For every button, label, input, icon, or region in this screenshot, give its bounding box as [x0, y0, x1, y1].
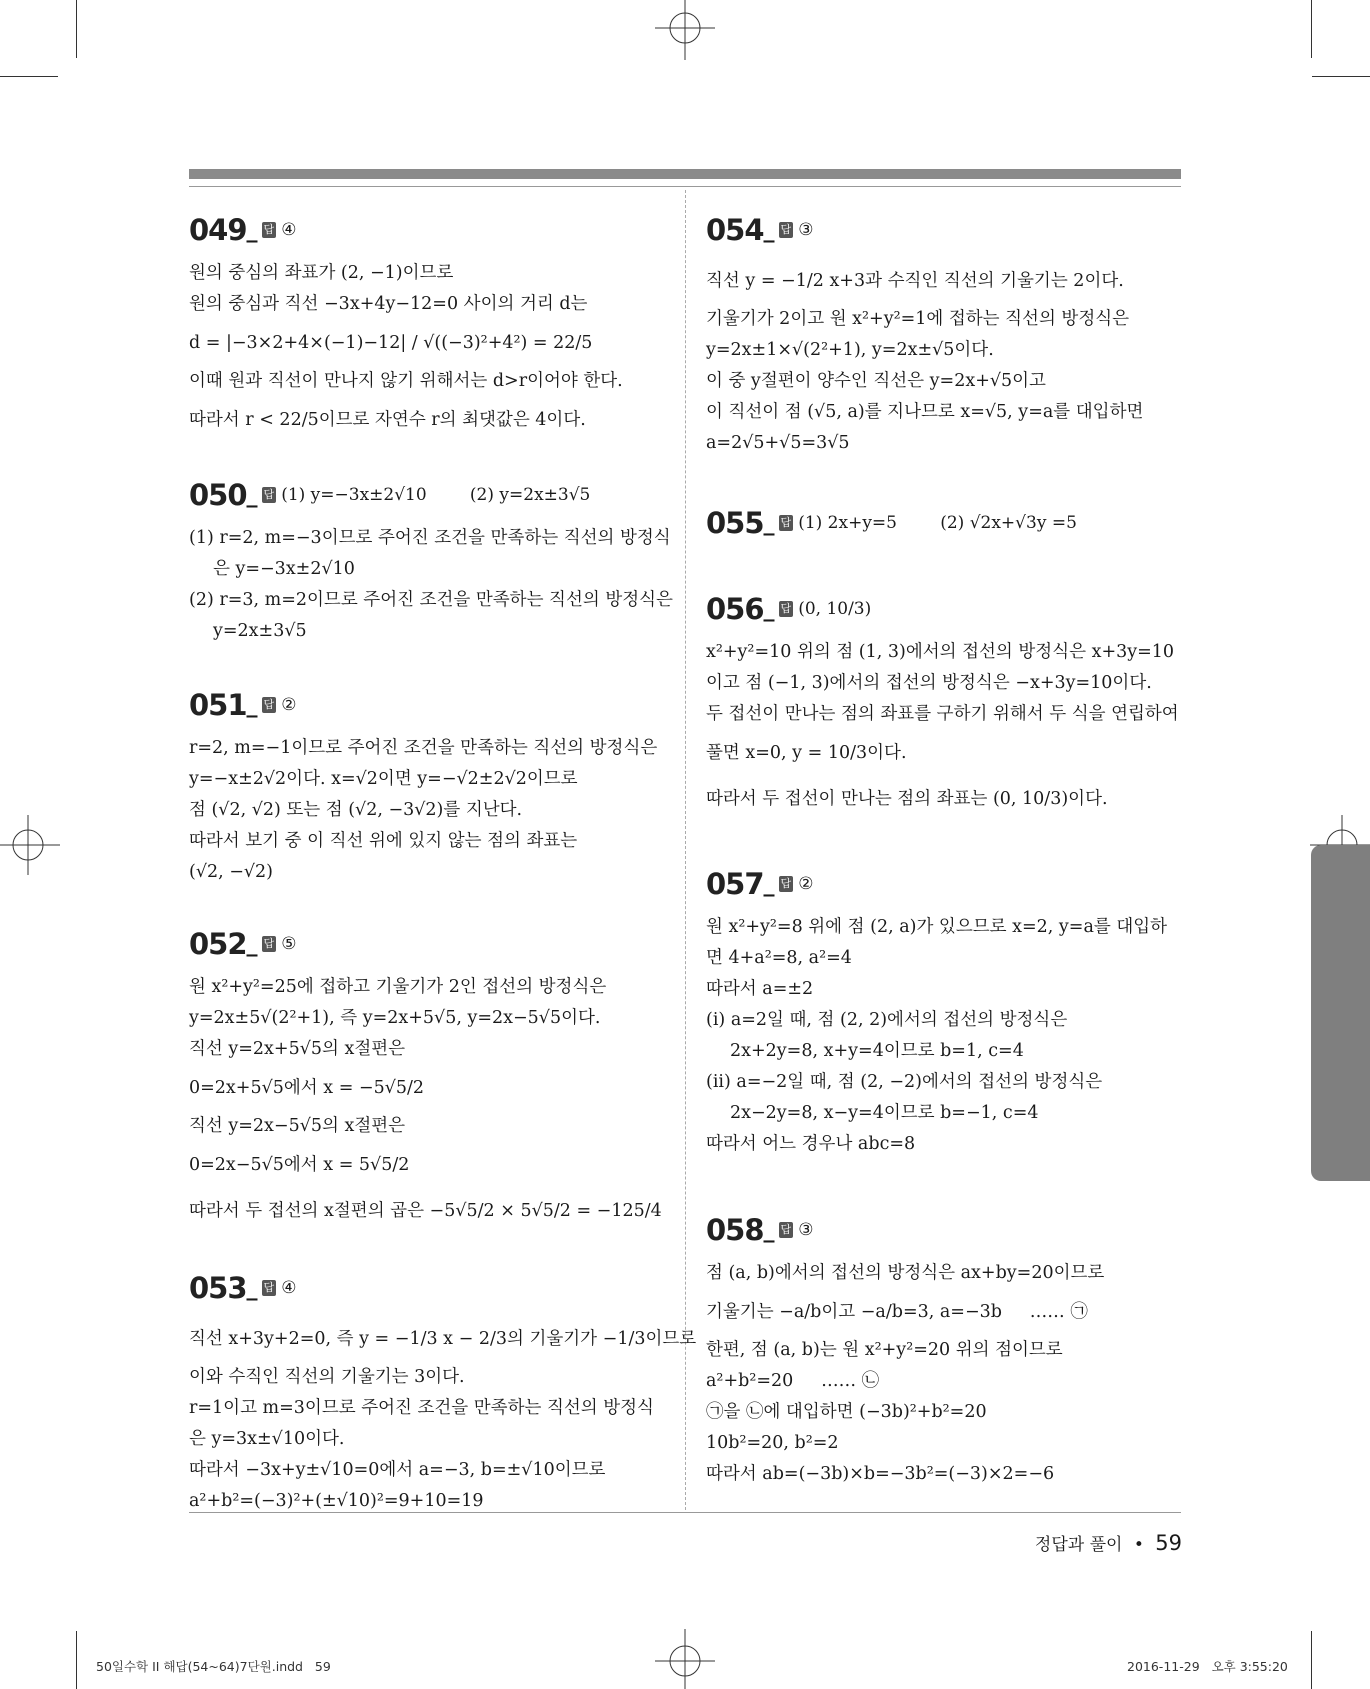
header-bar — [189, 169, 1181, 179]
solution-line: 직선 y=2x+5√5의 x절편은 — [189, 1039, 406, 1059]
answer-badge: 답 — [263, 223, 275, 236]
crop-mark — [0, 76, 58, 77]
solution-line: (ii) a=−2일 때, 점 (2, −2)에서의 접선의 방정식은 — [706, 1072, 1103, 1092]
answer-badge: 답 — [263, 698, 275, 711]
problem-number: 051 — [189, 687, 247, 722]
solution-line: 따라서 ab=(−3b)×b=−3b²=(−3)×2=−6 — [706, 1464, 1055, 1484]
footer-label: 정답과 풀이 — [1034, 1535, 1123, 1555]
solution-line: r=1이고 m=3이므로 주어진 조건을 만족하는 직선의 방정식 — [189, 1398, 654, 1418]
solution-line: y=2x±3√5 — [213, 621, 307, 641]
answer-badge: 답 — [263, 488, 275, 501]
answer: ⑤ — [281, 933, 297, 954]
solution-line: 직선 y=2x−5√5의 x절편은 — [189, 1116, 406, 1136]
solution-line: 풀면 x=0, y = 10/3이다. — [706, 743, 907, 763]
answer-badge: 답 — [780, 602, 792, 615]
solution-line: 면 4+a²=8, a²=4 — [706, 948, 852, 968]
solution-line: 두 접선이 만나는 점의 좌표를 구하기 위해서 두 식을 연립하여 — [706, 704, 1179, 724]
solution-line: 한편, 점 (a, b)는 원 x²+y²=20 위의 점이므로 — [706, 1340, 1063, 1360]
solution-line: y=−x±2√2이다. x=√2이면 y=−√2±2√2이므로 — [189, 769, 578, 789]
solution-line: (√2, −√2) — [189, 862, 274, 882]
crop-mark — [76, 1631, 77, 1689]
problem-number: 056 — [706, 591, 764, 626]
solution-line: 0=2x−5√5에서 x = 5√5/2 — [189, 1155, 410, 1175]
solution-line: 이와 수직인 직선의 기울기는 3이다. — [189, 1367, 465, 1387]
problem-052: 052 _ 답 ⑤ 원 x²+y²=25에 접하고 기울기가 2인 접선의 방정식은 y=2x±5√(2²+1), 즉 y=2x+5√5, y=2x−5√5이다. 직선 y=2x+5√5의 x절편은 0=2x+5√5에서 x = −5√5/2 직선 y=2x−5√5의 x절편은 0=2x−5√5에서 x = 5√5/2 따라서 두 접선의 x절편의 곱은 −5√5/2 × 5√5/2 = −125/4 — [189, 922, 669, 1234]
solution-line: 따라서 어느 경우나 abc=8 — [706, 1134, 916, 1154]
solution-line: 이 직선이 점 (√5, a)를 지나므로 x=√5, y=a를 대입하면 — [706, 402, 1144, 422]
answer: ③ — [798, 1219, 814, 1240]
solution-line: 10b²=20, b²=2 — [706, 1433, 839, 1453]
left-column — [189, 208, 697, 1517]
answer-badge: 답 — [780, 516, 792, 529]
solution-line: 따라서 −3x+y±√10=0에서 a=−3, b=±√10이므로 — [189, 1460, 606, 1480]
solution-line: (i) a=2일 때, 점 (2, 2)에서의 접선의 방정식은 — [706, 1010, 1068, 1030]
solution-line: 따라서 r < 22/5이므로 자연수 r의 최댓값은 4이다. — [189, 410, 586, 430]
answer: (1) y=−3x±2√10 (2) y=2x±3√5 — [281, 484, 591, 505]
registration-mark-top — [655, 0, 715, 60]
solution-line: 이고 점 (−1, 3)에서의 접선의 방정식은 −x+3y=10이다. — [706, 673, 1152, 693]
solution-line: 기울기는 −a/b이고 −a/b=3, a=−3b …… ㉠ — [706, 1302, 1088, 1322]
solution-line: d = |−3×2+4×(−1)−12| / √((−3)²+4²) = 22/5 — [189, 333, 593, 353]
crop-mark — [1311, 1631, 1312, 1689]
answer: ④ — [281, 219, 297, 240]
problem-055: 055 _ 답 (1) 2x+y=5 (2) √2x+√3y =5 — [706, 505, 1077, 540]
problem-050: 050 _ 답 (1) y=−3x±2√10 (2) y=2x±3√5 (1) r=2, m=−3이므로 주어진 조건을 만족하는 직선의 방정식 은 y=−3x±2√10 (2) r=3, m=2이므로 주어진 조건을 만족하는 직선의 방정식은 y=2x±3√5 — [189, 473, 669, 647]
solution-line: 기울기가 2이고 원 x²+y²=1에 접하는 직선의 방정식은 — [706, 309, 1130, 329]
slug-datetime: 2016-11-29 오후 3:55:20 — [1127, 1659, 1288, 1674]
problem-number: 057 — [706, 866, 764, 901]
solution-line: (1) r=2, m=−3이므로 주어진 조건을 만족하는 직선의 방정식 — [189, 528, 671, 548]
solution-line: 2x−2y=8, x−y=4이므로 b=−1, c=4 — [730, 1103, 1039, 1123]
registration-mark-bottom — [655, 1629, 715, 1689]
problem-number: 052 — [189, 926, 247, 961]
answer-badge: 답 — [780, 877, 792, 890]
solution-line: 원 x²+y²=25에 접하고 기울기가 2인 접선의 방정식은 — [189, 977, 607, 997]
solution-line: 0=2x+5√5에서 x = −5√5/2 — [189, 1078, 425, 1098]
page-footer — [1035, 1530, 1182, 1555]
solution-line: 직선 y = −1/2 x+3과 수직인 직선의 기울기는 2이다. — [706, 271, 1124, 291]
solution-line: a²+b²=(−3)²+(±√10)²=9+10=19 — [189, 1491, 484, 1511]
problem-number: 055 — [706, 505, 764, 540]
solution-line: 따라서 a=±2 — [706, 979, 814, 999]
solution-line: 직선 x+3y+2=0, 즉 y = −1/3 x − 2/3의 기울기가 −1/3이므로 — [189, 1329, 697, 1349]
answer-badge: 답 — [263, 1281, 275, 1294]
answer: ④ — [281, 1277, 297, 1298]
crop-mark — [1311, 0, 1312, 58]
solution-line: y=2x±5√(2²+1), 즉 y=2x+5√5, y=2x−5√5이다. — [189, 1008, 601, 1028]
column-divider — [685, 190, 686, 1510]
solution-line: 2x+2y=8, x+y=4이므로 b=1, c=4 — [730, 1041, 1024, 1061]
answer: (1) 2x+y=5 (2) √2x+√3y =5 — [798, 512, 1077, 533]
solution-line: a=2√5+√5=3√5 — [706, 433, 850, 453]
theme-tab — [1311, 845, 1370, 1181]
theme-tab-label: THEME 07 도형의 방정식 — [1230, 878, 1254, 1150]
solution-line: y=2x±1×√(2²+1), y=2x±√5이다. — [706, 340, 994, 360]
page-number: 59 — [1155, 1531, 1182, 1555]
problem-049: 049 _ 답 ④ 원의 중심의 좌표가 (2, −1)이므로 원의 중심과 직선 −3x+4y−12=0 사이의 거리 d는 d = |−3×2+4×(−1)−12| / √((−3)²+4²) = 22/5 이때 원과 직선이 만나지 않기 위해서는 d>r이어야 한다. 따라서 r < 22/5이므로 자연수 r의 최댓값은 4이다. — [189, 208, 669, 443]
answer: ② — [798, 873, 814, 894]
header-rule — [189, 186, 1181, 187]
problem-number: 053 — [189, 1270, 247, 1305]
answer: ③ — [798, 219, 814, 240]
solution-line: 따라서 보기 중 이 직선 위에 있지 않는 점의 좌표는 — [189, 831, 578, 851]
solution-line: 은 y=−3x±2√10 — [213, 559, 355, 579]
solution-line: 이때 원과 직선이 만나지 않기 위해서는 d>r이어야 한다. — [189, 371, 623, 391]
answer-badge: 답 — [780, 223, 792, 236]
footer-bullet: • — [1133, 1535, 1144, 1555]
problem-053: 053 _ 답 ④ 직선 x+3y+2=0, 즉 y = −1/3 x − 2/3의 기울기가 −1/3이므로 이와 수직인 직선의 기울기는 3이다. r=1이고 m=3이므로 주어진 조건을 만족하는 직선의 방정식 은 y=3x±√10이다. 따라서 −3x+y±√10=0에서 a=−3, b=±√10이므로 a²+b²=(−3)²+(±√10)²=9+10=19 — [189, 1266, 669, 1517]
answer: (0, 10/3) — [798, 598, 872, 619]
solution-line: x²+y²=10 위의 점 (1, 3)에서의 접선의 방정식은 x+3y=10 — [706, 642, 1175, 662]
problem-number: 058 — [706, 1212, 764, 1247]
solution-line: 따라서 두 접선이 만나는 점의 좌표는 (0, 10/3)이다. — [706, 789, 1108, 809]
answer-badge: 답 — [263, 937, 275, 950]
solution-line: 은 y=3x±√10이다. — [189, 1429, 345, 1449]
solution-line: 이 중 y절편이 양수인 직선은 y=2x+√5이고 — [706, 371, 1046, 391]
solution-line: 원의 중심과 직선 −3x+4y−12=0 사이의 거리 d는 — [189, 294, 588, 314]
answer-badge: 답 — [780, 1223, 792, 1236]
problem-number: 050 — [189, 477, 247, 512]
right-column — [706, 208, 1186, 1490]
problem-058: 058 _ 답 ③ 점 (a, b)에서의 접선의 방정식은 ax+by=20이므로 기울기는 −a/b이고 −a/b=3, a=−3b …… ㉠ 한편, 점 (a, b)는 원 x²+y²=20 위의 점이므로 a²+b²=20 …… ㉡ ㉠을 ㉡에 대입하면 (−3b)²+b²=20 10b²=20, b²=2 따라서 ab=(−3b)×b=−3b²=(−3)×2=−6 — [706, 1208, 1186, 1490]
problem-056: 056 _ 답 (0, 10/3) x²+y²=10 위의 점 (1, 3)에서의 접선의 방정식은 x+3y=10 이고 점 (−1, 3)에서의 접선의 방정식은 −x+3y=10이다. 두 접선이 만나는 점의 좌표를 구하기 위해서 두 식을 연립하여 풀면 x=0, y = 10/3이다. 따라서 두 접선이 만나는 점의 좌표는 (0, 10/3)이다. — [706, 587, 1186, 822]
solution-line: r=2, m=−1이므로 주어진 조건을 만족하는 직선의 방정식은 — [189, 738, 658, 758]
solution-line: 원의 중심의 좌표가 (2, −1)이므로 — [189, 263, 454, 283]
crop-mark — [1312, 76, 1370, 77]
problem-number: 054 — [706, 212, 764, 247]
problem-054: 054 _ 답 ③ 직선 y = −1/2 x+3과 수직인 직선의 기울기는 2이다. 기울기가 2이고 원 x²+y²=1에 접하는 직선의 방정식은 y=2x±1×√(2²+1), y=2x±√5이다. 이 중 y절편이 양수인 직선은 y=2x+√5이고 이 직선이 점 (√5, a)를 지나므로 x=√5, y=a를 대입하면 a=2√5+√5=3√5 — [706, 208, 1186, 459]
problem-051: 051 _ 답 ② r=2, m=−1이므로 주어진 조건을 만족하는 직선의 방정식은 y=−x±2√2이다. x=√2이면 y=−√2±2√2이므로 점 (√2, √2) 또는 점 (√2, −3√2)를 지난다. 따라서 보기 중 이 직선 위에 있지 않는 점의 좌표는 (√2, −√2) — [189, 683, 669, 888]
solution-line: 점 (a, b)에서의 접선의 방정식은 ax+by=20이므로 — [706, 1263, 1105, 1283]
solution-line: (2) r=3, m=2이므로 주어진 조건을 만족하는 직선의 방정식은 — [189, 590, 673, 610]
solution-line: a²+b²=20 …… ㉡ — [706, 1371, 880, 1391]
solution-line: 따라서 두 접선의 x절편의 곱은 −5√5/2 × 5√5/2 = −125/4 — [189, 1201, 662, 1221]
solution-line: 원 x²+y²=8 위에 점 (2, a)가 있으므로 x=2, y=a를 대입하 — [706, 917, 1168, 937]
registration-mark-left — [0, 815, 60, 875]
slug-file: 50일수학 II 해답(54~64)7단원.indd 59 — [96, 1659, 331, 1674]
solution-line: ㉠을 ㉡에 대입하면 (−3b)²+b²=20 — [706, 1402, 987, 1422]
problem-number: 049 — [189, 212, 247, 247]
problem-057: 057 _ 답 ② 원 x²+y²=8 위에 점 (2, a)가 있으므로 x=2, y=a를 대입하 면 4+a²=8, a²=4 따라서 a=±2 (i) a=2일 때, 점 (2, 2)에서의 접선의 방정식은 2x+2y=8, x+y=4이므로 b=1, c=4 (ii) a=−2일 때, 점 (2, −2)에서의 접선의 방정식은 2x−2y=8, x−y=4이므로 b=−1, c=4 따라서 어느 경우나 abc=8 — [706, 862, 1186, 1160]
solution-line: 점 (√2, √2) 또는 점 (√2, −3√2)를 지난다. — [189, 800, 523, 820]
crop-mark — [76, 0, 77, 58]
answer: ② — [281, 694, 297, 715]
